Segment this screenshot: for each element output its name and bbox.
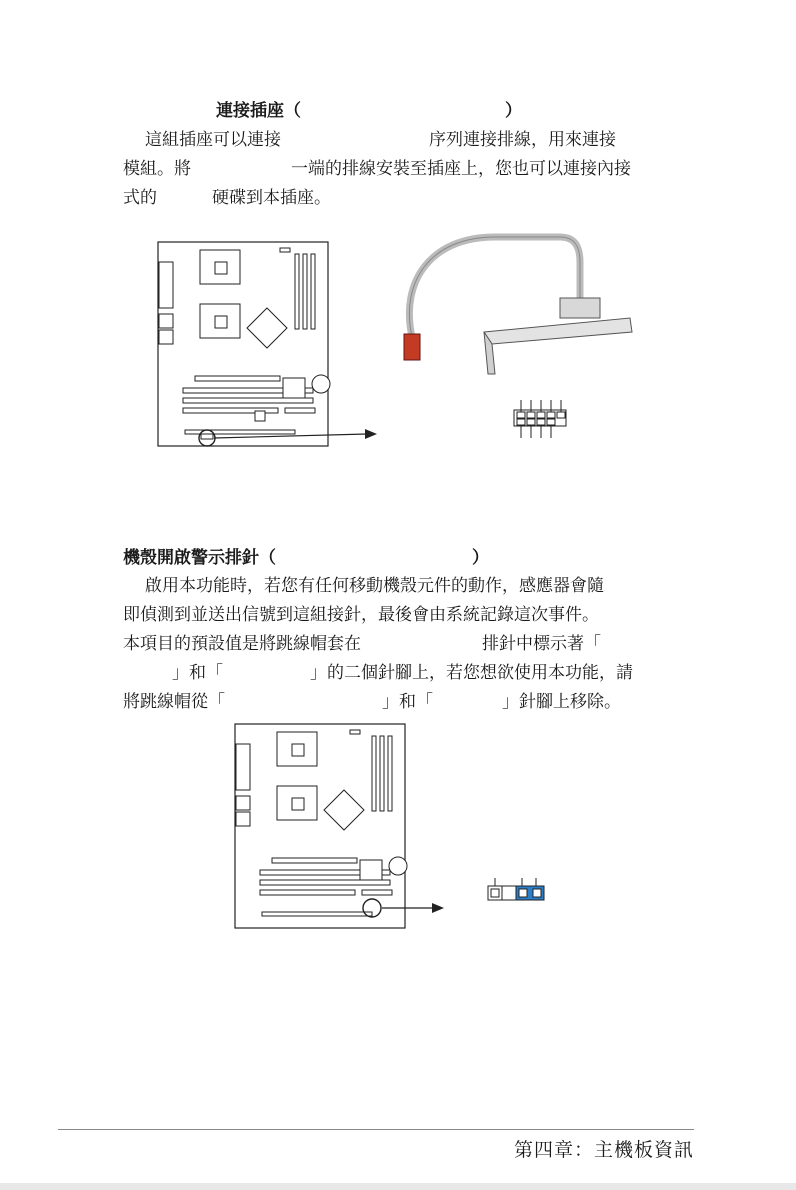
s1-line2a: 模組。將 — [123, 159, 191, 179]
s2-line5b: 」和「 — [382, 692, 433, 712]
footer-rule — [58, 1129, 694, 1130]
s1-line1b: 序列連接排線，用來連接 — [429, 130, 616, 150]
s1-line2b: 一端的排線安裝至插座上，您也可以連接內接 — [291, 159, 631, 179]
pin-header-diagram-1 — [510, 396, 580, 446]
motherboard-diagram-1 — [155, 236, 405, 456]
s1-line1a: 這組插座可以連接 — [145, 130, 281, 150]
s1-line3a: 式的 — [123, 188, 157, 208]
s2-line5c: 」針腳上移除。 — [502, 692, 621, 712]
page-bottom-edge — [0, 1183, 796, 1190]
section2-heading: 機殼開啟警示排針（ — [123, 548, 276, 568]
chassis-jumper-diagram — [484, 876, 554, 911]
s2-line4a: 」和「 — [172, 663, 223, 683]
motherboard-diagram-2 — [232, 718, 462, 928]
section2-heading-close: ） — [472, 548, 489, 568]
section1-heading: 連接插座（ — [216, 101, 301, 121]
s2-line4b: 」的二個針腳上，若您想欲使用本功能，請 — [310, 663, 633, 683]
s2-line3a: 本項目的預設值是將跳線帽套在 — [123, 634, 361, 654]
section1-heading-close: ） — [505, 101, 522, 121]
s2-line3b: 排針中標示著「 — [482, 634, 601, 654]
s2-line2: 即偵測到並送出信號到這組接針，最後會由系統記錄這次事件。 — [123, 605, 599, 625]
serial-cable-image — [400, 222, 640, 372]
s1-line3b: 硬碟到本插座。 — [212, 188, 331, 208]
s2-line1: 啟用本功能時，若您有任何移動機殼元件的動作，感應器會隨 — [145, 576, 604, 596]
footer-chapter-title: 第四章：主機板資訊 — [513, 1139, 694, 1161]
s2-line5a: 將跳線帽從「 — [123, 692, 225, 712]
